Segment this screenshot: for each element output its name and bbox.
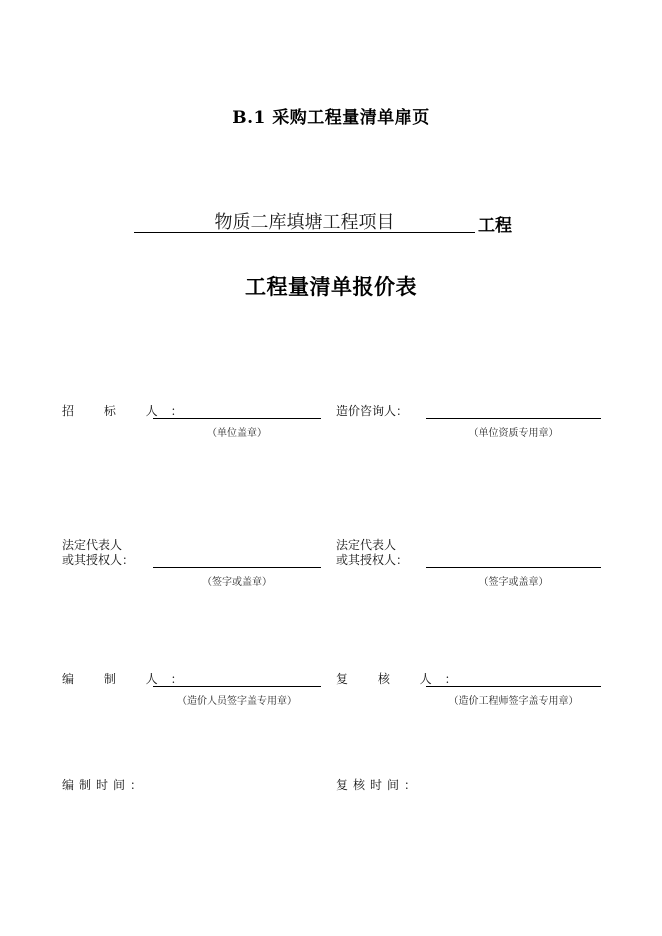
legal-rep-left-label-line1: 法定代表人 <box>62 538 123 552</box>
reviewer-label: 复 核 人： <box>336 672 470 686</box>
legal-rep-right-note: （签字或盖章） <box>478 577 549 588</box>
reviewer-signature-line[interactable] <box>426 686 601 687</box>
review-time-label: 复核时间： <box>336 778 422 792</box>
project-name-underline <box>134 232 475 233</box>
legal-rep-right-label-line2: 或其授权人： <box>336 553 409 567</box>
tenderer-label: 招 标 人： <box>62 404 196 418</box>
compiler-label: 编 制 人： <box>62 672 196 686</box>
cost-consultant-note: （单位资质专用章） <box>468 428 559 439</box>
compiler-signature-line[interactable] <box>153 686 321 687</box>
project-name: 物质二库填塘工程项目 <box>214 212 395 233</box>
compiler-note: （造价人员签字盖专用章） <box>177 696 297 707</box>
project-suffix: 工程 <box>478 216 512 236</box>
reviewer-note: （造价工程师签字盖专用章） <box>448 696 579 707</box>
document-heading: B.1 采购工程量清单扉页 <box>232 108 430 128</box>
form-title: 工程量清单报价表 <box>245 274 417 299</box>
tenderer-note: （单位盖章） <box>207 428 267 439</box>
compile-time-label: 编制时间： <box>62 778 148 792</box>
cost-consultant-label: 造价咨询人： <box>336 404 409 418</box>
legal-rep-right-signature-line[interactable] <box>426 567 601 568</box>
tenderer-signature-line[interactable] <box>153 418 321 419</box>
legal-rep-left-label-line2: 或其授权人： <box>62 553 135 567</box>
legal-rep-left-note: （签字或盖章） <box>202 577 272 588</box>
legal-rep-right-label-line1: 法定代表人 <box>336 538 397 552</box>
legal-rep-left-signature-line[interactable] <box>153 567 321 568</box>
cost-consultant-signature-line[interactable] <box>426 418 601 419</box>
